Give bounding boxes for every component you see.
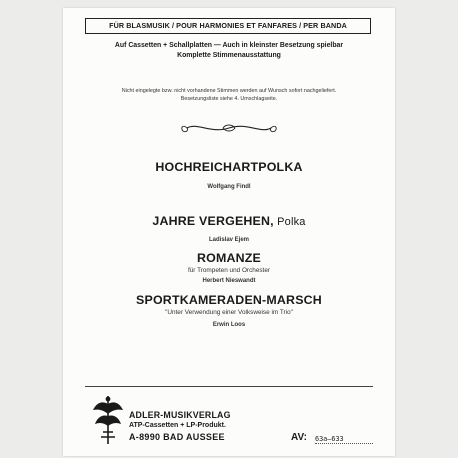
publisher-name: ADLER-MUSIKVERLAG bbox=[129, 410, 231, 420]
work-title bbox=[63, 293, 395, 307]
work-title-suffix: Polka bbox=[273, 216, 306, 228]
work-title-text: JAHRE VERGEHEN, bbox=[152, 214, 274, 228]
work-subtitle: für Trompeten und Orchester bbox=[187, 267, 271, 274]
flourish-ornament-icon bbox=[179, 121, 279, 135]
eagle-logo-icon bbox=[91, 394, 125, 446]
work-title bbox=[63, 251, 395, 265]
work-composer: Ladislav Ejem bbox=[208, 237, 250, 243]
publisher-address: A-8990 BAD AUSSEE bbox=[129, 432, 225, 442]
availability-line-2: Komplette Stimmenausstattung bbox=[177, 52, 281, 59]
work-composer: Wolfgang Findl bbox=[207, 184, 251, 190]
availability-line-1: Auf Cassetten + Schallplatten — Auch in kleinster Besetzung spielbar bbox=[114, 42, 344, 49]
catalog-label: AV: bbox=[291, 432, 307, 443]
work-title bbox=[63, 214, 395, 228]
work-title-text: ROMANZE bbox=[196, 251, 262, 265]
work-subtitle: "Unter Verwendung einer Volksweise im Trio" bbox=[165, 309, 293, 316]
work-title-text: SPORTKAMERADEN-MARSCH bbox=[136, 293, 322, 307]
catalog-number: 63a–633 bbox=[315, 435, 373, 444]
work-title-text: HOCHREICHARTPOLKA bbox=[155, 160, 303, 174]
parts-note-line-2: Besetzungsliste siehe 4. Umschlagseite. bbox=[180, 96, 278, 102]
work-composer: Herbert Nieswandt bbox=[202, 278, 256, 284]
work-title bbox=[63, 160, 395, 174]
instrumentation-banner: FÜR BLASMUSIK / POUR HARMONIES ET FANFARES / PER BANDA bbox=[85, 18, 371, 34]
publisher-products: ATP-Cassetten + LP-Produkt. bbox=[129, 422, 226, 429]
parts-note-line-1: Nicht eingelegte bzw. nicht vorhandene Stimmen werden auf Wunsch sofort nachgeliefert. bbox=[121, 88, 337, 94]
work-composer: Erwin Loos bbox=[212, 322, 246, 328]
score-cover-page bbox=[63, 8, 395, 456]
footer-divider bbox=[85, 386, 373, 387]
